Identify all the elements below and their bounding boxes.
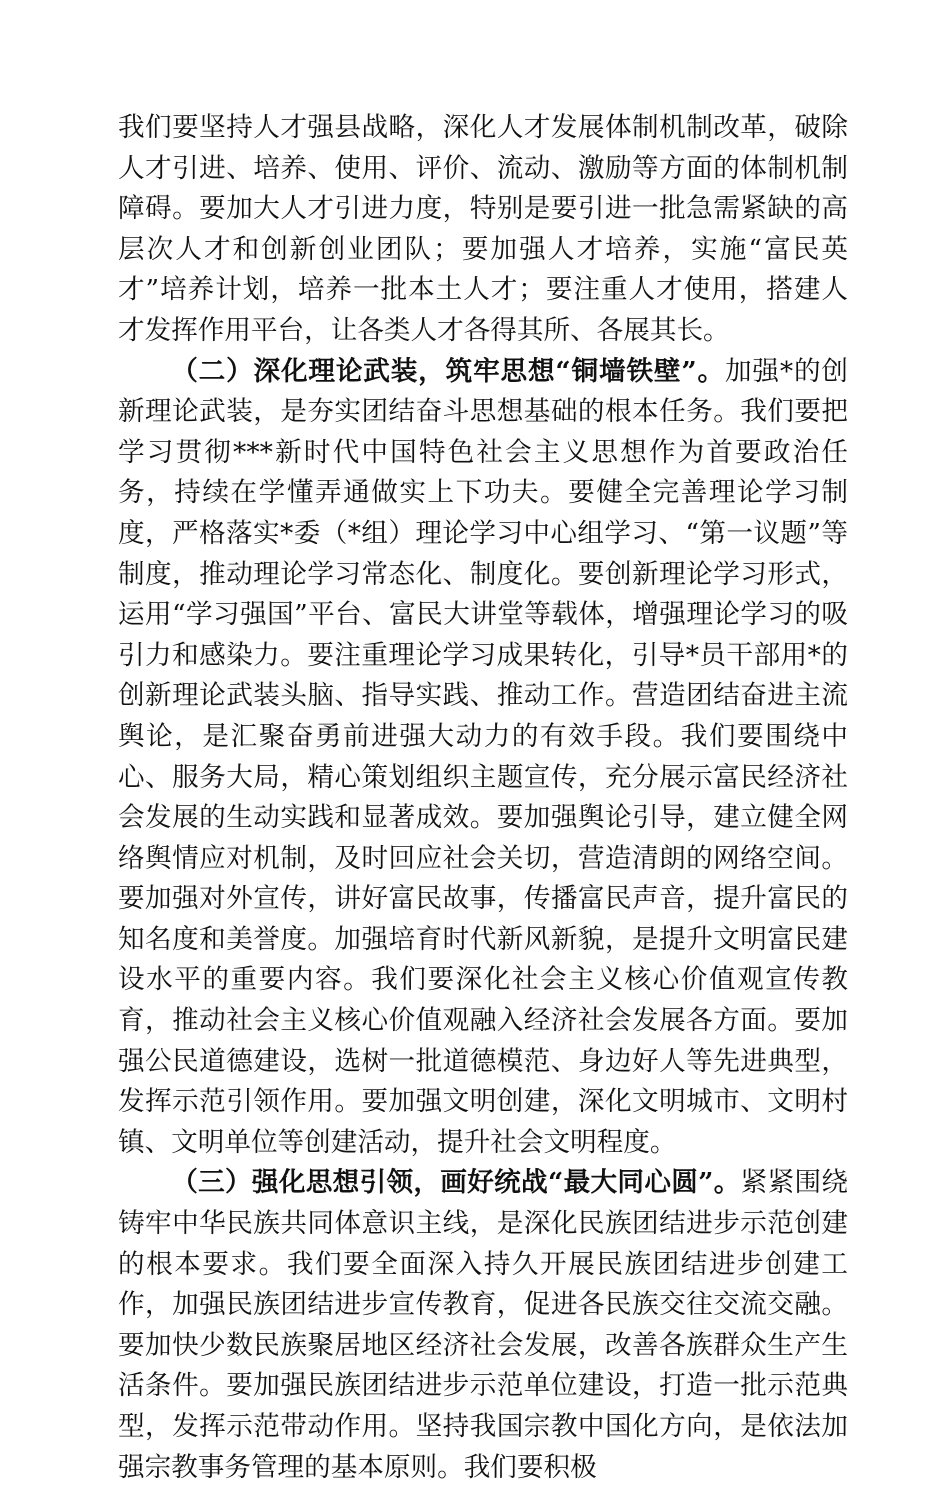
section-heading-3: （三）强化思想引领，画好统战“最大同心圆”。 [171,1167,741,1199]
paragraph-body: 紧紧围绕铸牢中华民族共同体意识主线，是深化民族团结进步示范创建的根本要求。我们要全面深入持久开展民族团结进步创建工作，加强民族团结进步宣传教育，促进各民族交往交流交融。要加快少数民族聚居地区经济社会发展，改善各族群众生产生活条件。要加强民族团结进步示范单位建设，打造一批示范典型，发挥示范带动作用。坚持我国宗教中国化方向，是依法加强宗教事务管理的基本原则。我们要积极 [118,1167,849,1483]
paragraph-body: 加强*的创新理论武装，是夯实团结奋斗思想基础的根本任务。我们要把学习贯彻***新时代中国特色社会主义思想作为首要政治任务，持续在学懂弄通做实上下功夫。要健全完善理论学习制度，严格落实*委（*组）理论学习中心组学习、“第一议题”等制度，推动理论学习常态化、制度化。要创新理论学习形式，运用“学习强国”平台、富民大讲堂等载体，增强理论学习的吸引力和感染力。要注重理论学习成果转化，引导*员干部用*的创新理论武装头脑、指导实践、推动工作。营造团结奋进主流舆论，是汇聚奋勇前进强大动力的有效手段。我们要围绕中心、服务大局，精心策划组织主题宣传，充分展示富民经济社会发展的生动实践和显著成效。要加强舆论引导，建立健全网络舆情应对机制，及时回应社会关切，营造清朗的网络空间。要加强对外宣传，讲好富民故事，传播富民声音，提升富民的知名度和美誉度。加强培育时代新风新貌，是提升文明富民建设水平的重要内容。我们要深化社会主义核心价值观宣传教育，推动社会主义核心价值观融入经济社会发展各方面。要加强公民道德建设，选树一批道德模范、身边好人等先进典型，发挥示范引领作用。要加强文明创建，深化文明城市、文明村镇、文明单位等创建活动，提升社会文明程度。 [118,355,849,1158]
paragraph-united-front [118,1163,848,1488]
paragraph-body: 我们要坚持人才强县战略，深化人才发展体制机制改革，破除人才引进、培养、使用、评价、流动、激励等方面的体制机制障碍。要加大人才引进力度，特别是要引进一批急需紧缺的高层次人才和创新创业团队；要加强人才培养，实施“富民英才”培养计划，培养一批本土人才；要注重人才使用，搭建人才发挥作用平台，让各类人才各得其所、各展其长。 [118,112,848,346]
paragraph-theory-armament [118,352,848,1164]
paragraph-talent-strategy [118,108,848,352]
section-heading-2: （二）深化理论武装，筑牢思想“铜墙铁壁”。 [171,355,725,387]
document-page [118,108,848,1488]
